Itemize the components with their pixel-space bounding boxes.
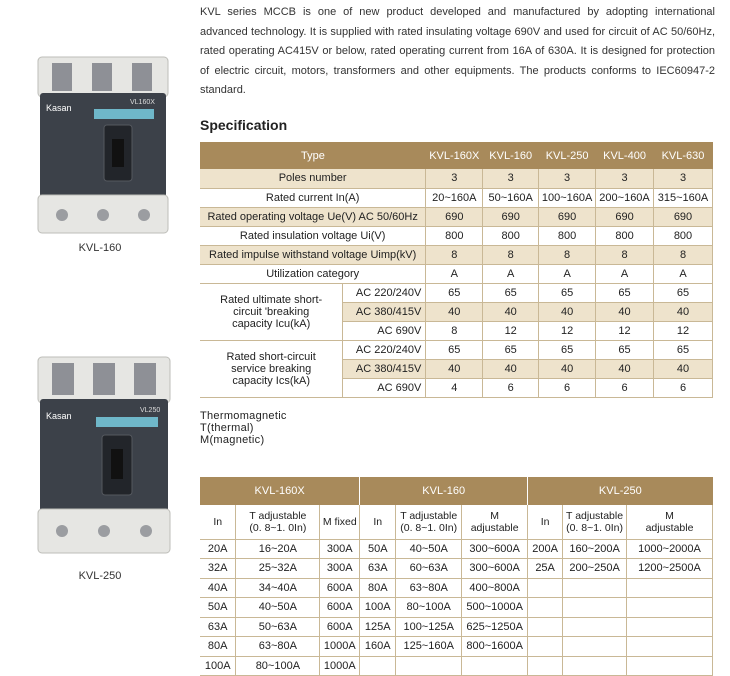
spec-cell: 3 xyxy=(483,169,539,188)
trip-cell xyxy=(563,637,627,657)
spec-cell: 690 xyxy=(483,207,539,226)
trip-row xyxy=(200,539,713,559)
trip-cell xyxy=(462,656,528,676)
spec-cell: 65 xyxy=(483,283,539,302)
spec-row-label: Rated insulation voltage Ui(V) xyxy=(200,226,426,245)
trip-column-header-line: M xyxy=(490,509,500,522)
trip-cell: 63~80A xyxy=(396,578,462,598)
trip-column-header xyxy=(528,505,563,539)
spec-cell: 65 xyxy=(596,340,654,359)
spec-cell: 65 xyxy=(539,283,596,302)
trip-cell: 160~200A xyxy=(563,539,627,559)
spec-cell: 800 xyxy=(596,226,654,245)
spec-sub-label: AC 380/415V xyxy=(343,302,426,321)
trip-column-header xyxy=(627,505,713,539)
trip-cell: 40~50A xyxy=(236,598,320,618)
product-caption-kvl-160: KVL-160 xyxy=(78,242,122,254)
trip-column-header-line: M fixed xyxy=(322,515,357,528)
trip-column-header-line: T adjustable xyxy=(249,509,307,522)
trip-column-header-line: adjustable xyxy=(645,521,694,534)
trip-cell xyxy=(528,598,563,618)
spec-row xyxy=(200,340,713,359)
trip-cell: 625~1250A xyxy=(462,617,528,637)
trip-column-header-line: T adjustable xyxy=(566,509,624,522)
product-image-kvl-160 xyxy=(34,55,172,235)
spec-cell: 3 xyxy=(596,169,654,188)
trip-cell: 40A xyxy=(200,578,236,598)
trip-cell: 63~80A xyxy=(236,637,320,657)
trip-cell: 63A xyxy=(200,617,236,637)
spec-cell: 6 xyxy=(539,378,596,397)
breaker-illustration xyxy=(36,355,172,555)
spec-cell: 690 xyxy=(539,207,596,226)
spec-cell: 8 xyxy=(483,245,539,264)
trip-column-header-line: (0. 8~1. 0In) xyxy=(249,521,307,534)
trip-cell: 200~250A xyxy=(563,559,627,579)
spec-row xyxy=(200,264,713,283)
spec-group-label xyxy=(200,283,343,340)
spec-cell: 800 xyxy=(539,226,596,245)
trip-cell xyxy=(627,637,713,657)
spec-cell: 40 xyxy=(426,359,483,378)
spec-cell: 8 xyxy=(426,321,483,340)
spec-row-label: Poles number xyxy=(200,169,426,188)
spec-row-label: Utilization category xyxy=(200,264,426,283)
spec-header-model: KVL-400 xyxy=(596,142,654,169)
spec-cell: 690 xyxy=(654,207,713,226)
trip-cell xyxy=(528,656,563,676)
trip-row xyxy=(200,617,713,637)
spec-cell: 3 xyxy=(426,169,483,188)
trip-cell: 63A xyxy=(360,559,396,579)
trip-cell: 20A xyxy=(200,539,236,559)
spec-header-type: Type xyxy=(200,142,426,169)
spec-row xyxy=(200,188,713,207)
spec-cell: 65 xyxy=(654,340,713,359)
spec-group-label-line: service breaking xyxy=(231,362,312,375)
product-model: VL160X xyxy=(130,99,155,106)
spec-cell: 6 xyxy=(654,378,713,397)
spec-cell: 65 xyxy=(483,340,539,359)
spec-cell: 12 xyxy=(483,321,539,340)
trip-cell xyxy=(360,656,396,676)
trip-column-header xyxy=(200,505,236,539)
trip-cell: 600A xyxy=(320,578,360,598)
trip-cell: 50~63A xyxy=(236,617,320,637)
trip-cell: 100A xyxy=(360,598,396,618)
spec-header-model: KVL-160 xyxy=(483,142,539,169)
trip-cell xyxy=(563,598,627,618)
trip-cell xyxy=(563,617,627,637)
spec-cell: 800 xyxy=(654,226,713,245)
spec-cell: 40 xyxy=(654,302,713,321)
spec-cell: A xyxy=(654,264,713,283)
trip-cell xyxy=(563,656,627,676)
trip-cell xyxy=(627,617,713,637)
trip-cell: 80~100A xyxy=(236,656,320,676)
trip-cell: 200A xyxy=(528,539,563,559)
trip-cell: 400~800A xyxy=(462,578,528,598)
spec-group-label-line: Rated ultimate short- xyxy=(220,293,323,306)
trip-cell: 32A xyxy=(200,559,236,579)
spec-cell: A xyxy=(596,264,654,283)
trip-row xyxy=(200,559,713,579)
trip-cell: 300~600A xyxy=(462,559,528,579)
spec-cell: 50~160A xyxy=(483,188,539,207)
spec-cell: A xyxy=(539,264,596,283)
trip-row xyxy=(200,656,713,676)
spec-sub-label: AC 220/240V xyxy=(343,283,426,302)
trip-cell: 25A xyxy=(528,559,563,579)
trip-cell: 50A xyxy=(200,598,236,618)
spec-row xyxy=(200,283,713,302)
spec-cell: 3 xyxy=(539,169,596,188)
spec-cell: 40 xyxy=(426,302,483,321)
trip-cell: 300~600A xyxy=(462,539,528,559)
trip-cell: 800~1600A xyxy=(462,637,528,657)
trip-cell xyxy=(627,656,713,676)
trip-cell: 1200~2500A xyxy=(627,559,713,579)
spec-row-label: Rated operating voltage Ue(V) AC 50/60Hz xyxy=(200,207,426,226)
spec-header-model: KVL-630 xyxy=(654,142,713,169)
trip-column-header-line: T adjustable xyxy=(400,509,458,522)
trip-column-header-line: M xyxy=(665,509,674,522)
trip-cell: 1000~2000A xyxy=(627,539,713,559)
trip-cell: 125A xyxy=(360,617,396,637)
spec-cell: 65 xyxy=(596,283,654,302)
thermo-legend xyxy=(200,410,287,446)
spec-cell: 40 xyxy=(539,302,596,321)
product-brand: Kasan xyxy=(46,103,72,113)
spec-row xyxy=(200,169,713,188)
spec-cell: 12 xyxy=(596,321,654,340)
spec-header-model: KVL-250 xyxy=(539,142,596,169)
spec-cell: 315~160A xyxy=(654,188,713,207)
spec-group-label-line: Rated short-circuit xyxy=(226,350,316,363)
spec-cell: 12 xyxy=(539,321,596,340)
trip-cell: 125~160A xyxy=(396,637,462,657)
trip-cell: 100A xyxy=(200,656,236,676)
spec-row xyxy=(200,207,713,226)
trip-cell: 160A xyxy=(360,637,396,657)
trip-cell: 80~100A xyxy=(396,598,462,618)
trip-cell: 60~63A xyxy=(396,559,462,579)
spec-cell: 65 xyxy=(426,283,483,302)
product-caption-kvl-250: KVL-250 xyxy=(78,570,122,582)
trip-column-header-line: (0. 8~1. 0In) xyxy=(566,521,624,534)
spec-cell: 40 xyxy=(539,359,596,378)
trip-cell: 500~1000A xyxy=(462,598,528,618)
trip-table xyxy=(200,477,713,676)
spec-header-model: KVL-160X xyxy=(426,142,483,169)
spec-cell: 65 xyxy=(654,283,713,302)
trip-cell: 600A xyxy=(320,598,360,618)
spec-cell: 8 xyxy=(654,245,713,264)
spec-cell: A xyxy=(426,264,483,283)
spec-cell: 65 xyxy=(426,340,483,359)
trip-header-row xyxy=(200,477,713,505)
trip-column-header xyxy=(396,505,462,539)
trip-column-header xyxy=(462,505,528,539)
spec-sub-label: AC 380/415V xyxy=(343,359,426,378)
spec-row-label: Rated impulse withstand voltage Uimp(kV) xyxy=(200,245,426,264)
thermo-line: M(magnetic) xyxy=(200,434,265,446)
spec-cell: 690 xyxy=(596,207,654,226)
spec-cell: 6 xyxy=(483,378,539,397)
trip-column-header xyxy=(320,505,360,539)
trip-cell xyxy=(528,617,563,637)
trip-cell: 300A xyxy=(320,539,360,559)
spec-row-label: Rated current In(A) xyxy=(200,188,426,207)
spec-cell: 40 xyxy=(654,359,713,378)
trip-row xyxy=(200,637,713,657)
trip-column-header xyxy=(360,505,396,539)
trip-cell xyxy=(528,578,563,598)
product-model: VL250 xyxy=(140,407,161,414)
trip-cell xyxy=(627,598,713,618)
trip-column-header-line: adjustable xyxy=(470,521,519,534)
trip-group-title: KVL-160X xyxy=(200,477,360,505)
trip-cell xyxy=(627,578,713,598)
spec-group-label xyxy=(200,340,343,397)
spec-cell: 100~160A xyxy=(539,188,596,207)
trip-cell: 600A xyxy=(320,617,360,637)
trip-column-header-line: In xyxy=(213,515,223,528)
spec-sub-label: AC 690V xyxy=(343,321,426,340)
trip-row xyxy=(200,598,713,618)
trip-cell xyxy=(563,578,627,598)
trip-cell: 40~50A xyxy=(396,539,462,559)
spec-cell: 3 xyxy=(654,169,713,188)
thermo-line: Thermomagnetic xyxy=(200,410,287,422)
spec-cell: 8 xyxy=(539,245,596,264)
trip-cell: 1000A xyxy=(320,656,360,676)
spec-cell: 8 xyxy=(426,245,483,264)
breaker-illustration xyxy=(34,55,172,235)
intro-paragraph: KVL series MCCB is one of new product developed and manufactured by adopting international advanced technology. It is supplied with rated insulating voltage 690V and used for circuit of AC 50/60Hz, rated operating AC415V or below, rated operating current from 16A of 630A. It is designed for protection of electric circuit, motors, transformers and other equipments. The products conforms to IEC60947-2 standard. xyxy=(200,6,715,96)
spec-cell: 8 xyxy=(596,245,654,264)
trip-column-header-line: In xyxy=(373,515,383,528)
trip-cell xyxy=(396,656,462,676)
trip-column-header-line: In xyxy=(540,515,550,528)
trip-cell: 50A xyxy=(360,539,396,559)
trip-cell: 1000A xyxy=(320,637,360,657)
spec-group-label-line: capacity Icu(kA) xyxy=(232,317,311,330)
trip-column-header xyxy=(236,505,320,539)
trip-cell: 16~20A xyxy=(236,539,320,559)
spec-cell: 690 xyxy=(426,207,483,226)
trip-cell: 300A xyxy=(320,559,360,579)
spec-sub-label: AC 690V xyxy=(343,378,426,397)
spec-row xyxy=(200,226,713,245)
spec-cell: 12 xyxy=(654,321,713,340)
trip-cell: 34~40A xyxy=(236,578,320,598)
spec-row xyxy=(200,245,713,264)
spec-cell: A xyxy=(483,264,539,283)
spec-cell: 40 xyxy=(596,302,654,321)
spec-sub-label: AC 220/240V xyxy=(343,340,426,359)
spec-cell: 200~160A xyxy=(596,188,654,207)
trip-group-title: KVL-160 xyxy=(360,477,528,505)
spec-cell: 40 xyxy=(596,359,654,378)
thermo-line: T(thermal) xyxy=(200,422,254,434)
spec-cell: 6 xyxy=(596,378,654,397)
spec-cell: 40 xyxy=(483,302,539,321)
spec-cell: 4 xyxy=(426,378,483,397)
spec-header-row xyxy=(200,142,713,169)
spec-group-label-line: capacity Ics(kA) xyxy=(232,374,310,387)
trip-cell: 100~125A xyxy=(396,617,462,637)
spec-title: Specification xyxy=(200,117,288,133)
trip-group-title: KVL-250 xyxy=(528,477,713,505)
spec-cell: 800 xyxy=(426,226,483,245)
trip-cell: 80A xyxy=(360,578,396,598)
trip-cell: 80A xyxy=(200,637,236,657)
spec-cell: 40 xyxy=(483,359,539,378)
trip-cell xyxy=(528,637,563,657)
product-brand: Kasan xyxy=(46,411,72,421)
trip-subheader-row xyxy=(200,505,713,539)
trip-column-header xyxy=(563,505,627,539)
product-image-kvl-250 xyxy=(36,355,172,555)
trip-cell: 25~32A xyxy=(236,559,320,579)
trip-row xyxy=(200,578,713,598)
spec-cell: 800 xyxy=(483,226,539,245)
spec-group-label-line: circuit 'breaking xyxy=(233,305,310,318)
trip-column-header-line: (0. 8~1. 0In) xyxy=(400,521,458,534)
spec-table xyxy=(200,142,713,398)
spec-cell: 65 xyxy=(539,340,596,359)
spec-cell: 20~160A xyxy=(426,188,483,207)
